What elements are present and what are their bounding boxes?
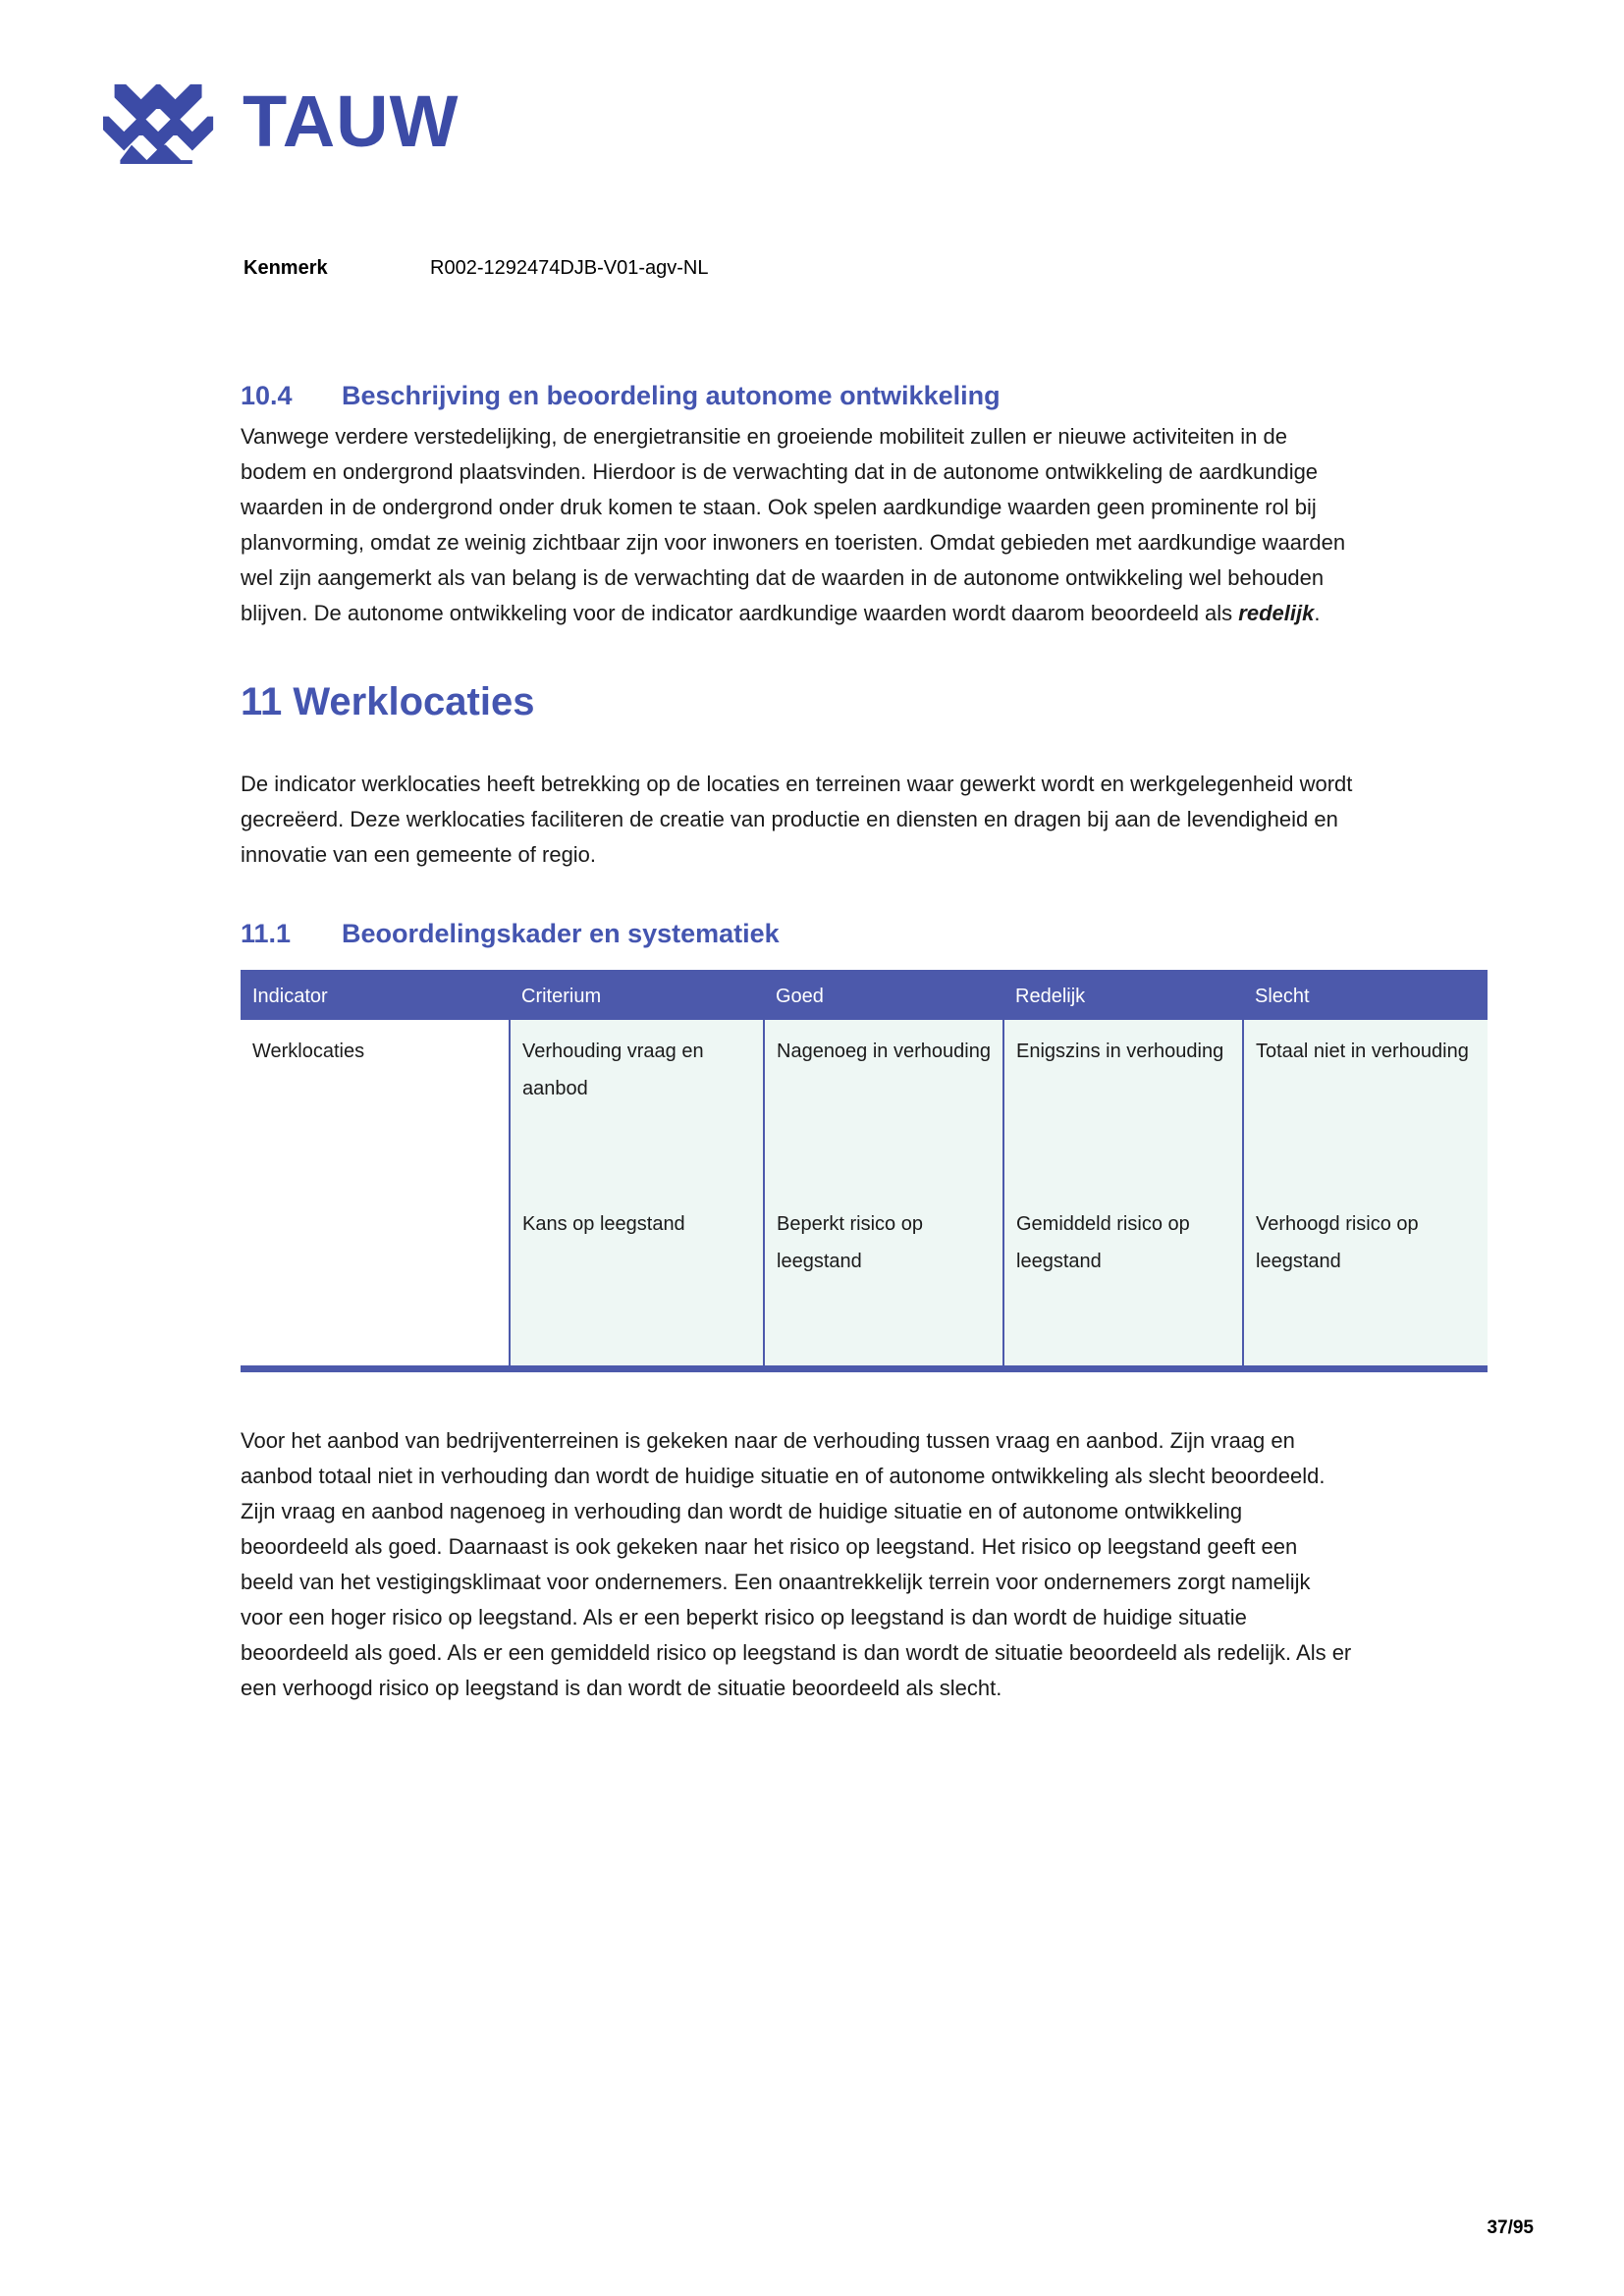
brand-logo	[103, 77, 459, 167]
assessment-table-body	[241, 1020, 1488, 1369]
section-title-10-4: Beschrijving en beoordeling autonome ontwikkeling	[342, 381, 1001, 410]
table-header-goed: Goed	[764, 972, 1003, 1020]
cell-slecht: Totaal niet in verhouding	[1243, 1020, 1488, 1193]
table-header-slecht: Slecht	[1243, 972, 1488, 1020]
kenmerk-row	[244, 257, 709, 280]
section-title-11-1: Beoordelingskader en systematiek	[342, 919, 780, 949]
section-number-10-4: 10.4	[241, 381, 293, 410]
table-header-indicator: Indicator	[241, 972, 510, 1020]
paragraph-10-4	[241, 419, 1355, 631]
cell-indicator: Werklocaties	[241, 1020, 510, 1193]
cell-redelijk: Enigszins in verhouding	[1003, 1020, 1243, 1193]
cell-criterium: Verhouding vraag en aanbod	[510, 1020, 764, 1193]
section-heading-11-1	[241, 916, 1355, 951]
cell-redelijk: Gemiddeld risico op leegstand	[1003, 1193, 1243, 1369]
cell-slecht: Verhoogd risico op leegstand	[1243, 1193, 1488, 1369]
cell-goed: Nagenoeg in verhouding	[764, 1020, 1003, 1193]
kenmerk-label: Kenmerk	[244, 257, 328, 279]
cell-goed: Beperkt risico op leegstand	[764, 1193, 1003, 1369]
document-content	[241, 378, 1469, 1734]
tauw-chevron-logo-icon	[103, 77, 217, 167]
page-number: 37/95	[1487, 2217, 1534, 2238]
paragraph-11-1-closing: Voor het aanbod van bedrijventerreinen is gekeken naar de verhouding tussen vraag en aanbod. Zijn vraag en aanbod totaal niet in verhouding dan wordt de huidige situatie en of autonome ontwikkeling als slecht beoordeeld. Zijn vraag en aanbod nagenoeg in verhouding dan wordt de huidige situatie en of autonome ontwikkeling beoordeeld als goed. Daarnaast is ook gekeken naar het risico op leegstand. Het risico op leegstand geeft een beeld van het vestigingsklimaat voor ondernemers. Een onaantrekkelijk terrein voor ondernemers zorgt namelijk voor een hoger risico op leegstand. Als er een beperkt risico op leegstand is dan wordt de huidige situatie beoordeeld als goed. Als er een gemiddeld risico op leegstand is dan wordt de situatie beoordeeld als redelijk. Als er een verhoogd risico op leegstand is dan wordt de situatie beoordeeld als slecht.	[241, 1427, 1352, 1700]
cell-criterium: Kans op leegstand	[510, 1193, 764, 1369]
paragraph-10-4-text: Vanwege verdere verstedelijking, de energietransitie en groeiende mobiliteit zullen er nieuwe activiteiten in de bodem en ondergrond plaatsvinden. Hierdoor is de verwachting dat in de autonome ontwikkeling de aardkundige waarden in de ondergrond onder druk komen te staan. Ook spelen aardkundige waarden geen prominente rol bij planvorming, omdat ze weinig zichtbaar zijn voor inwoners en toeristen. Omdat gebieden met aardkundige waarden wel zijn aangemerkt als van belang is de verwachting dat de waarden in de autonome ontwikkeling wel behouden blijven. De autonome ontwikkeling voor de indicator aardkundige waarden wordt daarom beoordeeld als	[241, 424, 1346, 626]
section-number-11-1: 11.1	[241, 919, 292, 949]
table-header-row	[241, 972, 1488, 1020]
table-header-criterium: Criterium	[510, 972, 764, 1020]
section-heading-10-4	[241, 378, 1355, 413]
chapter-heading-11: 11 Werklocaties	[241, 680, 535, 724]
paragraph-chapter-11-intro: De indicator werklocaties heeft betrekking op de locaties en terreinen waar gewerkt wordt en werkgelegenheid wordt gecreëerd. Deze werklocaties faciliteren de creatie van productie en diensten en dragen bij aan de levendigheid en innovatie van een gemeente of regio.	[241, 772, 1353, 868]
paragraph-10-4-emphasis: redelijk	[1238, 601, 1315, 626]
assessment-table-head	[241, 972, 1488, 1020]
kenmerk-value: R002-1292474DJB-V01-agv-NL	[430, 257, 709, 279]
brand-wordmark: TAUW	[243, 80, 460, 162]
table-row	[241, 1193, 1488, 1369]
table-header-redelijk: Redelijk	[1003, 972, 1243, 1020]
table-row	[241, 1020, 1488, 1193]
assessment-table	[241, 970, 1488, 1372]
paragraph-10-4-tail: .	[1314, 601, 1321, 626]
cell-indicator	[241, 1193, 510, 1369]
